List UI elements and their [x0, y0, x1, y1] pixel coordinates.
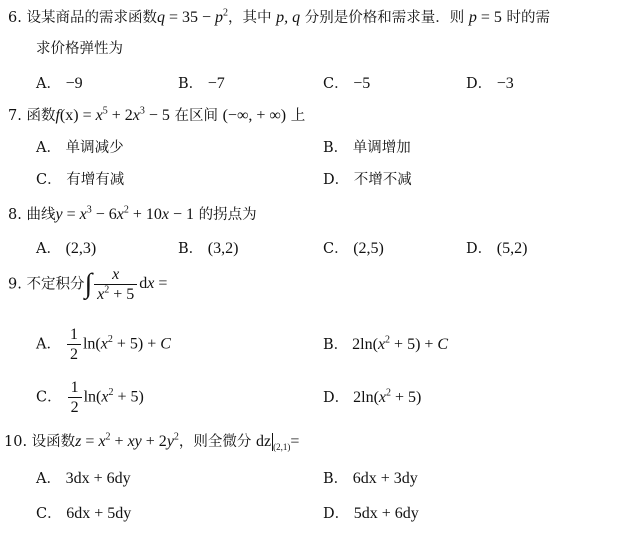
question-8-stem: 8. 曲线$y = x^3 - 6x^2 + 10x - 1$ 的拐点为 [8, 204, 257, 223]
question-number: 7. [8, 108, 22, 124]
q10-option-d[interactable]: D． 5dx + 6dy [323, 505, 419, 522]
integrand-fraction: $\frac{x}{x^2 + 5}$ [94, 266, 137, 303]
question-number: 9. [8, 276, 22, 293]
question-number: 6. [8, 10, 22, 26]
question-number: 8. [8, 207, 22, 223]
q8-option-b[interactable]: B． (3,2) [178, 240, 239, 257]
q10-option-b[interactable]: B． 6dx + 3dy [323, 470, 418, 487]
q10-option-c[interactable]: C． 6dx + 5dy [36, 505, 132, 522]
question-10-stem: 10. 设函数$z = x^2$ + xy + $2y^2$，则全微分 dz $_{(2,1)}$= [4, 431, 300, 453]
q9-option-d[interactable]: D． $2\ln(x^2 + 5)$ [323, 387, 422, 406]
q7-option-d[interactable]: D． 不增不减 [323, 172, 412, 188]
integral-sign: ∫ [84, 268, 93, 300]
q8-option-d[interactable]: D． (5,2) [466, 240, 528, 257]
q9-option-a[interactable]: A． $\frac{1}{2}$ $\ln(x^2 + 5) + C$ [36, 326, 171, 363]
q7-option-c[interactable]: C． 有增有减 [36, 172, 125, 188]
q6-option-a[interactable]: A． −9 [36, 75, 83, 92]
question-number: 10. [4, 434, 28, 450]
question-6-stem-line2: 求价格弹性为 [36, 41, 123, 57]
q9-option-c[interactable]: C． $\frac{1}{2}$ $\ln(x^2 + 5)$ [36, 379, 144, 416]
q7-option-a[interactable]: A． 单调减少 [36, 140, 124, 156]
question-6-stem: 6. 设某商品的需求函数$q = 35 - p^2$，其中 p, q 分别是价格和需求量．则 p = 5 时的需 [8, 7, 550, 26]
q8-option-c[interactable]: C． (2,5) [323, 240, 384, 257]
question-7-stem: 7. 函数$f(x) = x^5 + 2x^3 - 5$ 在区间 (−∞, + ∞) 上 [8, 105, 306, 124]
q6-option-c[interactable]: C． −5 [323, 75, 371, 92]
q8-option-a[interactable]: A． (2,3) [36, 240, 97, 257]
q9-option-b[interactable]: B． $2\ln(x^2 + 5) + C$ [323, 334, 449, 353]
q6-option-b[interactable]: B． −7 [178, 75, 225, 92]
q10-option-a[interactable]: A． 3dx + 6dy [36, 470, 131, 487]
q7-option-b[interactable]: B． 单调增加 [323, 140, 411, 156]
q6-option-d[interactable]: D． −3 [466, 75, 514, 92]
question-9-stem: 9. 不定积分∫ $\frac{x}{x^2 + 5}$ dx = [8, 266, 168, 303]
